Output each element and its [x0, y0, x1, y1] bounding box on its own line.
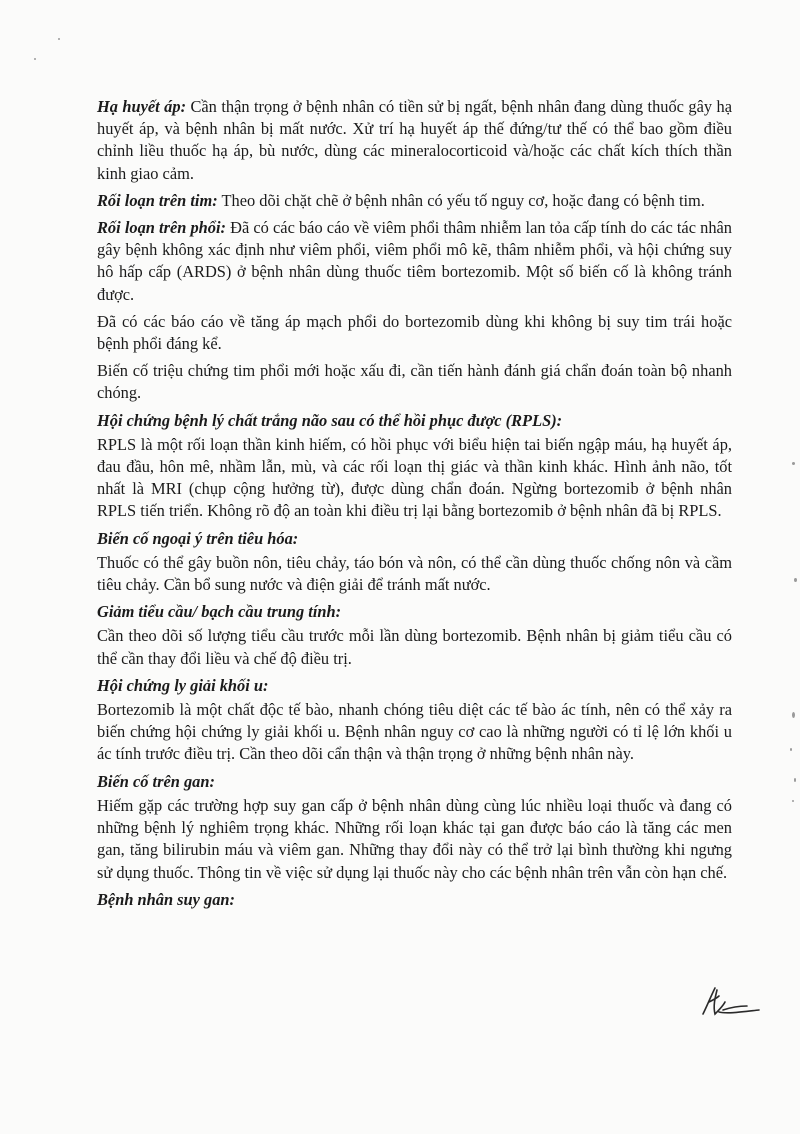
scan-speck [792, 712, 795, 718]
scan-speck [34, 58, 36, 60]
section-pulmonary [97, 217, 732, 306]
block-title-hepatic: Biến cố trên gan: [97, 771, 215, 791]
section-text: Cần thận trọng ở bệnh nhân có tiền sử bị ngất, bệnh nhân đang dùng thuốc gây hạ huyết áp, và bệnh nhân bị mất nước. Xử trí hạ huyết áp thế đứng/tư thế có thể bao gồm điều chỉnh liều thuốc hạ áp, bù nước, dùng các mineralocorticoid và/hoặc các chất kích thích thần kinh giao cảm. [97, 97, 732, 183]
section-text: Đã có các báo cáo về viêm phổi thâm nhiễm lan tỏa cấp tính do các tác nhân gây bệnh không xác định như viêm phổi, viêm phổi mô kẽ, thâm nhiễm phổi, và hội chứng suy hô hấp cấp (ARDS) ở bệnh nhân dùng thuốc tiêm bortezomib. Một số biến cố là không tránh được. [97, 218, 732, 304]
section-cardiac [97, 190, 732, 212]
paragraph: Biến cố triệu chứng tim phổi mới hoặc xấu đi, cần tiến hành đánh giá chẩn đoán toàn bộ nhanh chóng. [97, 361, 732, 403]
block-title-rpls: Hội chứng bệnh lý chất trắng não sau có thể hồi phục được (RPLS): [97, 410, 563, 430]
block-body-rpls: RPLS là một rối loạn thần kinh hiếm, có hồi phục với biểu hiện tai biến ngập máu, hạ huyết áp, đau đầu, hôn mê, nhầm lẫn, mù, và các rối loạn thị giác và thần kinh khác. Hình ảnh não, tốt nhất là MRI (chụp cộng hưởng từ), được dùng chẩn đoán. Ngừng bortezomib ở bệnh nhân RPLS tiến triển. Không rõ độ an toàn khi điều trị lại bằng bortezomib ở bệnh nhân đã bị RPLS. [97, 434, 732, 521]
paragraph: Đã có các báo cáo về tăng áp mạch phổi do bortezomib dùng khi không bị suy tim trái hoặc bệnh phổi đáng kể. [97, 311, 732, 354]
section-heading: Rối loạn trên phổi: [97, 218, 227, 238]
scan-speck [58, 38, 60, 40]
section-heading: Rối loạn trên tim: [97, 190, 218, 210]
handwritten-initials-signature [697, 984, 767, 1020]
scan-speck [792, 462, 795, 465]
section-hypotension [97, 96, 732, 185]
block-title-gi: Biến cố ngoại ý trên tiêu hóa: [97, 528, 299, 548]
block-body-hepatic: Hiếm gặp các trường hợp suy gan cấp ở bệnh nhân dùng cùng lúc nhiều loại thuốc và đang có những bệnh lý nghiêm trọng khác. Những rối loạn khác tại gan được báo cáo là tăng các men gan, tăng bilirubin máu và viêm gan. Những thay đổi này có thể trở lại bình thường khi ngưng sử dụng thuốc. Thông tin về việc sử dụng lại thuốc này cho các bệnh nhân trên vẫn còn hạn chế. [97, 795, 732, 882]
scan-speck [794, 778, 796, 782]
block-title-hepatic-impairment: Bệnh nhân suy gan: [97, 889, 236, 909]
section-text: Theo dõi chặt chẽ ở bệnh nhân có yếu tố nguy cơ, hoặc đang có bệnh tim. [217, 190, 705, 210]
document-body [97, 96, 732, 913]
scan-speck [790, 748, 792, 751]
block-body-gi: Thuốc có thể gây buồn nôn, tiêu chảy, táo bón và nôn, có thể cần dùng thuốc chống nôn và cầm tiêu chảy. Cần bổ sung nước và điện giải để tránh mất nước. [97, 552, 732, 595]
block-body-tumor-lysis: Bortezomib là một chất độc tế bào, nhanh chóng tiêu diệt các tế bào ác tính, nên có thể xảy ra biến chứng hội chứng ly giải khối u. Bệnh nhân nguy cơ cao là những người có tỉ lệ lớn khối u ác tính trước điều trị. Cần theo dõi cẩn thận và thận trọng ở những bệnh nhân này. [97, 700, 732, 764]
block-body-thrombocytopenia: Cần theo dõi số lượng tiểu cầu trước mỗi lần dùng bortezomib. Bệnh nhân bị giảm tiểu cầu có thể cần thay đổi liều và chế độ điều trị. [97, 626, 732, 668]
scan-speck [792, 800, 794, 802]
block-title-thrombocytopenia: Giảm tiểu cầu/ bạch cầu trung tính: [97, 602, 342, 622]
block-title-tumor-lysis: Hội chứng ly giải khối u: [97, 675, 269, 695]
scan-speck [794, 578, 797, 582]
section-heading: Hạ huyết áp: [97, 97, 187, 116]
